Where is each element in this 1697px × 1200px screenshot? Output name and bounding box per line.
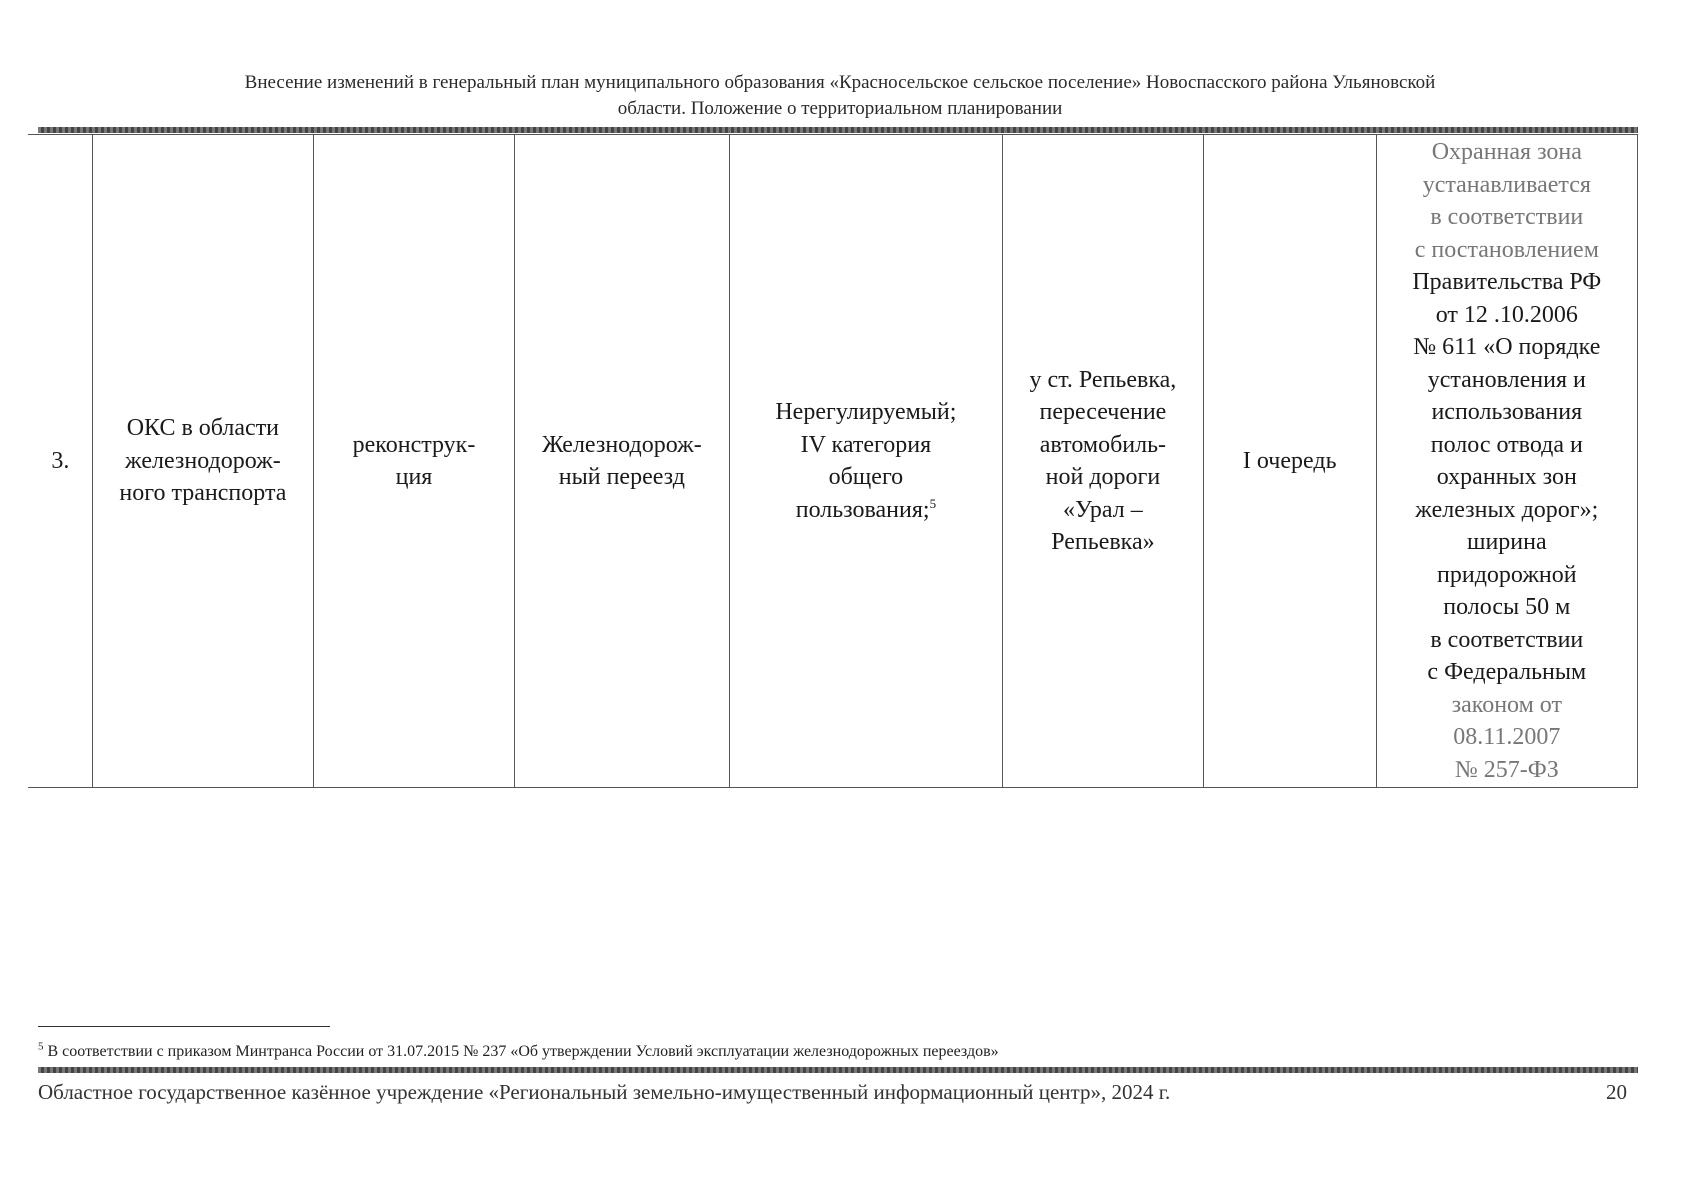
cell-characteristics xyxy=(729,135,1002,788)
zone-line: с постановлением xyxy=(1414,236,1599,263)
header-divider xyxy=(38,127,1638,133)
object-type-line: железнодорож- xyxy=(125,447,281,474)
location-line: Репьевка» xyxy=(1051,529,1155,555)
zone-line: в соответствии xyxy=(1430,626,1584,653)
characteristics-line: Нерегулируемый; xyxy=(775,399,957,425)
cell-object-name xyxy=(514,135,729,788)
zone-line: устанавливается xyxy=(1422,171,1591,198)
location-line: пересечение xyxy=(1039,399,1167,425)
cell-queue: I очередь xyxy=(1203,135,1376,788)
footnote-marker: 5 xyxy=(38,1040,44,1053)
cell-object-type xyxy=(92,135,313,788)
zone-line: законом от xyxy=(1451,691,1562,718)
object-name-line: Железнодорож- xyxy=(542,431,702,458)
footnote-separator xyxy=(38,1026,330,1027)
footnote-text: В соответствии с приказом Минтранса России от 31.07.2015 № 237 «Об утверждении Условий эксплуатации железнодорожных переездов» xyxy=(43,1043,999,1060)
object-name-line: ный переезд xyxy=(558,464,685,490)
zone-line: полос отвода и xyxy=(1430,431,1583,458)
zone-line: от 12 .10.2006 xyxy=(1435,301,1578,328)
table-row xyxy=(29,135,1638,788)
characteristics-text: пользования; xyxy=(795,496,930,523)
footer-organization: Областное государственное казённое учреждение «Региональный земельно-имущественный информационный центр», 2024 г. xyxy=(38,1080,1171,1104)
cell-location xyxy=(1003,135,1204,788)
page-header xyxy=(60,70,1620,122)
planning-table xyxy=(28,134,1638,788)
zone-line: 08.11.2007 xyxy=(1453,724,1561,750)
zone-line: установления и xyxy=(1427,366,1586,393)
zone-line: с Федеральным xyxy=(1427,659,1587,685)
zone-line: Правительства РФ xyxy=(1412,269,1602,295)
header-title-line1: Внесение изменений в генеральный план муниципального образования «Красносельское сельское поселение» Новоспасского района Ульяновской xyxy=(244,72,1436,93)
footer-divider xyxy=(38,1067,1638,1073)
zone-line: полосы 50 м xyxy=(1443,594,1571,620)
cell-zone xyxy=(1376,135,1637,788)
zone-line: Охранная зона xyxy=(1431,139,1582,165)
zone-line: охранных зон xyxy=(1436,464,1577,490)
characteristics-line xyxy=(736,494,996,527)
location-line: автомобиль- xyxy=(1039,431,1167,458)
zone-line: № 257-ФЗ xyxy=(1454,756,1559,783)
object-type-line: ного транспорта xyxy=(119,480,287,507)
zone-line: использования xyxy=(1431,399,1583,425)
object-type-line: ОКС в области xyxy=(126,415,280,442)
characteristics-line: IV категория xyxy=(800,431,932,458)
zone-line: в соответствии xyxy=(1430,204,1584,230)
footnote-reference: 5 xyxy=(929,495,937,511)
cell-status xyxy=(314,135,515,788)
location-line: у ст. Репьевка, xyxy=(1029,366,1177,393)
page-number: 20 xyxy=(1606,1080,1627,1104)
status-line: ция xyxy=(395,464,433,490)
zone-line: придорожной xyxy=(1437,561,1577,588)
location-line: «Урал – xyxy=(1063,496,1143,523)
status-line: реконструк- xyxy=(352,431,476,458)
zone-line: железных дорог»; xyxy=(1415,496,1599,523)
zone-line: № 611 «О порядке xyxy=(1413,334,1601,360)
cell-number: 3. xyxy=(29,135,93,788)
header-title-line2: области. Положение о территориальном планировании xyxy=(617,98,1063,119)
footnote xyxy=(38,1040,999,1061)
zone-line: ширина xyxy=(1466,529,1547,555)
characteristics-line: общего xyxy=(828,464,904,490)
location-line: ной дороги xyxy=(1045,464,1161,490)
